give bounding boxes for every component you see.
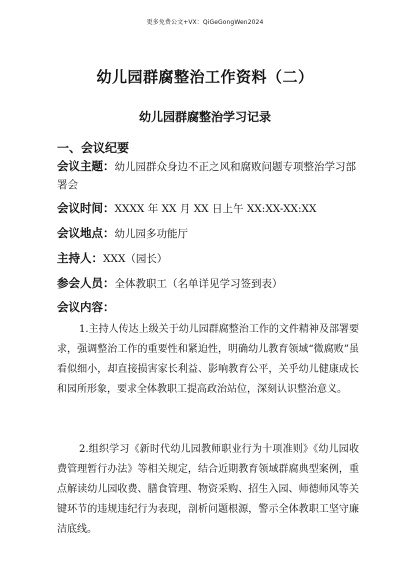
- meeting-time-field: [57, 199, 362, 218]
- meeting-attendees-value: 全体教职工（名单详见学习签到表）: [114, 278, 283, 290]
- meeting-topic-value: 幼儿园群众身边不正之风和腐败问题专项整治学习部署会: [57, 161, 356, 191]
- meeting-place-value: 幼儿园多功能厅: [114, 228, 188, 240]
- meeting-time-value: XXXX 年 XX 月 XX 日上午 XX:XX-XX:XX: [114, 203, 317, 215]
- content-paragraph-1: 1.主持人传达上级关于幼儿园群腐整治工作的文件精神及部署要求，强调整治工作的重要性和紧迫性，明确幼儿教育领域“微腐败”虽看似细小，却直接损害家长利益、影响教育公平，关乎幼儿健康成长和园所形象，要求全体教职工提高政治站位，深刻认识整治意义。: [57, 324, 359, 395]
- document-title: 幼儿园群腐整治工作资料（二）: [96, 68, 314, 86]
- meeting-attendees-field: [57, 274, 362, 293]
- meeting-topic-field: [57, 157, 362, 194]
- meeting-host-label: 主持人：: [57, 251, 103, 265]
- content-paragraph-2: 2.组织学习《新时代幼儿园教师职业行为十项准则》《幼儿园收费管理暂行办法》等相关规定，结合近期教育领域群腐典型案例，重点解读幼儿园收费、膳食管理、物资采购、招生入园、师德师风等关键环节的违规违纪行为表现，剖析问题根源，警示全体教职工坚守廉洁底线。: [57, 444, 359, 535]
- section-heading-minutes: 一、会议纪要: [57, 141, 130, 155]
- meeting-time-label: 会议时间：: [57, 201, 115, 215]
- meeting-place-field: [57, 224, 362, 243]
- meeting-topic-label: 会议主题：: [57, 159, 115, 173]
- document-subtitle: 幼儿园群腐整治学习记录: [138, 110, 271, 124]
- meeting-host-field: [57, 249, 362, 268]
- meeting-attendees-label: 参会人员：: [57, 276, 115, 290]
- header-note: 更多免费公文+VX：QiGeGongWen2024: [146, 19, 264, 26]
- meeting-content-field: [57, 298, 362, 317]
- meeting-content-label: 会议内容：: [57, 300, 115, 314]
- meeting-host-value: XXX（园长）: [103, 253, 168, 265]
- meeting-place-label: 会议地点：: [57, 226, 115, 240]
